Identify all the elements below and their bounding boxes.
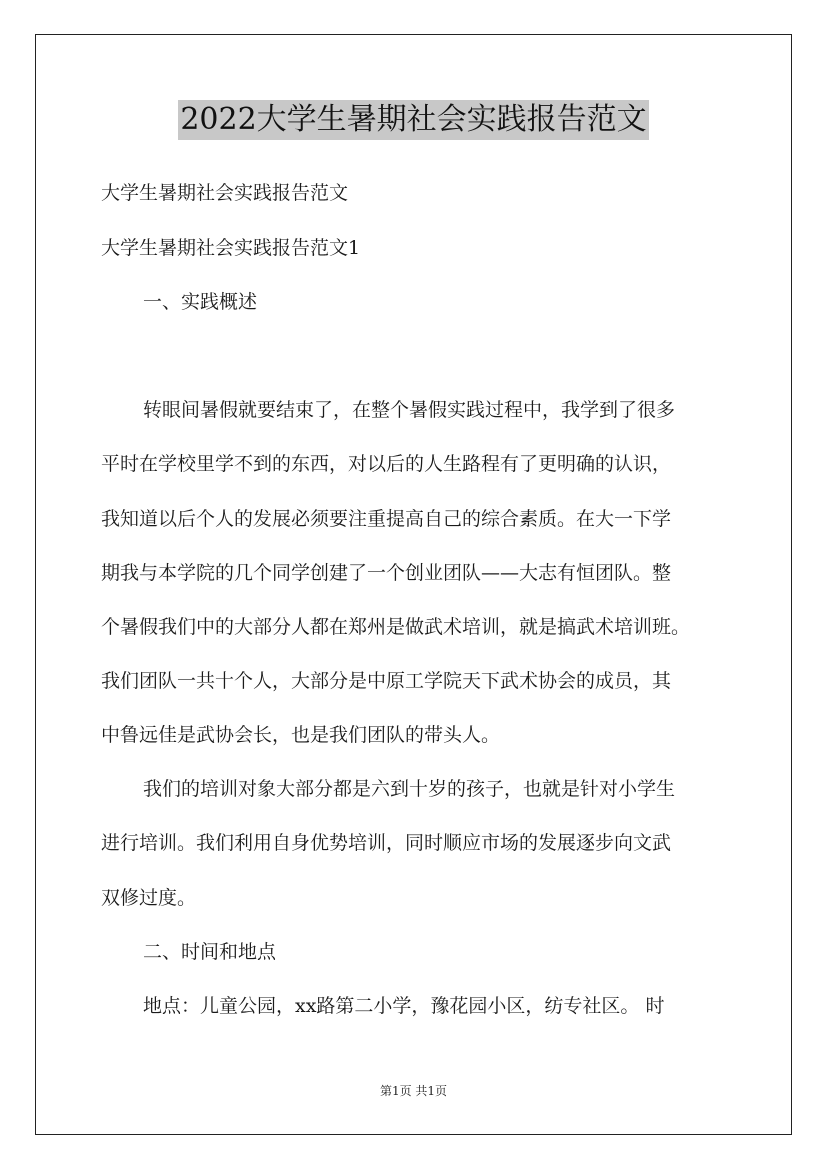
paragraph-line: 我们团队一共十个人，大部分是中原工学院天下武术协会的成员，其 (101, 670, 672, 692)
page-footer: 第1页 共1页 (379, 1084, 448, 1098)
paragraph-line: 中鲁远佳是武协会长，也是我们团队的带头人。 (101, 724, 501, 746)
section-heading: 一、实践概述 (143, 291, 258, 313)
paragraph-line: 个暑假我们中的大部分人都在郑州是做武术培训，就是搞武术培训班。 (101, 616, 691, 638)
paragraph-line: 双修过度。 (101, 887, 197, 909)
paragraph-line: 平时在学校里学不到的东西，对以后的人生路程有了更明确的认识， (101, 453, 672, 475)
paragraph-line: 我们的培训对象大部分都是六到十岁的孩子，也就是针对小学生 (143, 778, 676, 800)
paragraph-line: 地点：儿童公园，xx路第二小学，豫花园小区，纺专社区。 时 (143, 995, 665, 1017)
document-title: 2022大学生暑期社会实践报告范文 (178, 100, 648, 140)
paragraph-line: 我知道以后个人的发展必须要注重提高自己的综合素质。在大一下学 (101, 508, 672, 530)
title-container (0, 100, 827, 140)
subtitle-line-numbered: 大学生暑期社会实践报告范文1 (101, 237, 361, 259)
paragraph-line: 进行培训。我们利用自身优势培训，同时顺应市场的发展逐步向文武 (101, 832, 672, 854)
paragraph-line: 期我与本学院的几个同学创建了一个创业团队——大志有恒团队。整 (101, 562, 672, 584)
paragraph-line: 转眼间暑假就要结束了，在整个暑假实践过程中，我学到了很多 (143, 399, 676, 421)
subtitle-line: 大学生暑期社会实践报告范文 (101, 182, 349, 204)
section-heading: 二、时间和地点 (143, 941, 277, 963)
